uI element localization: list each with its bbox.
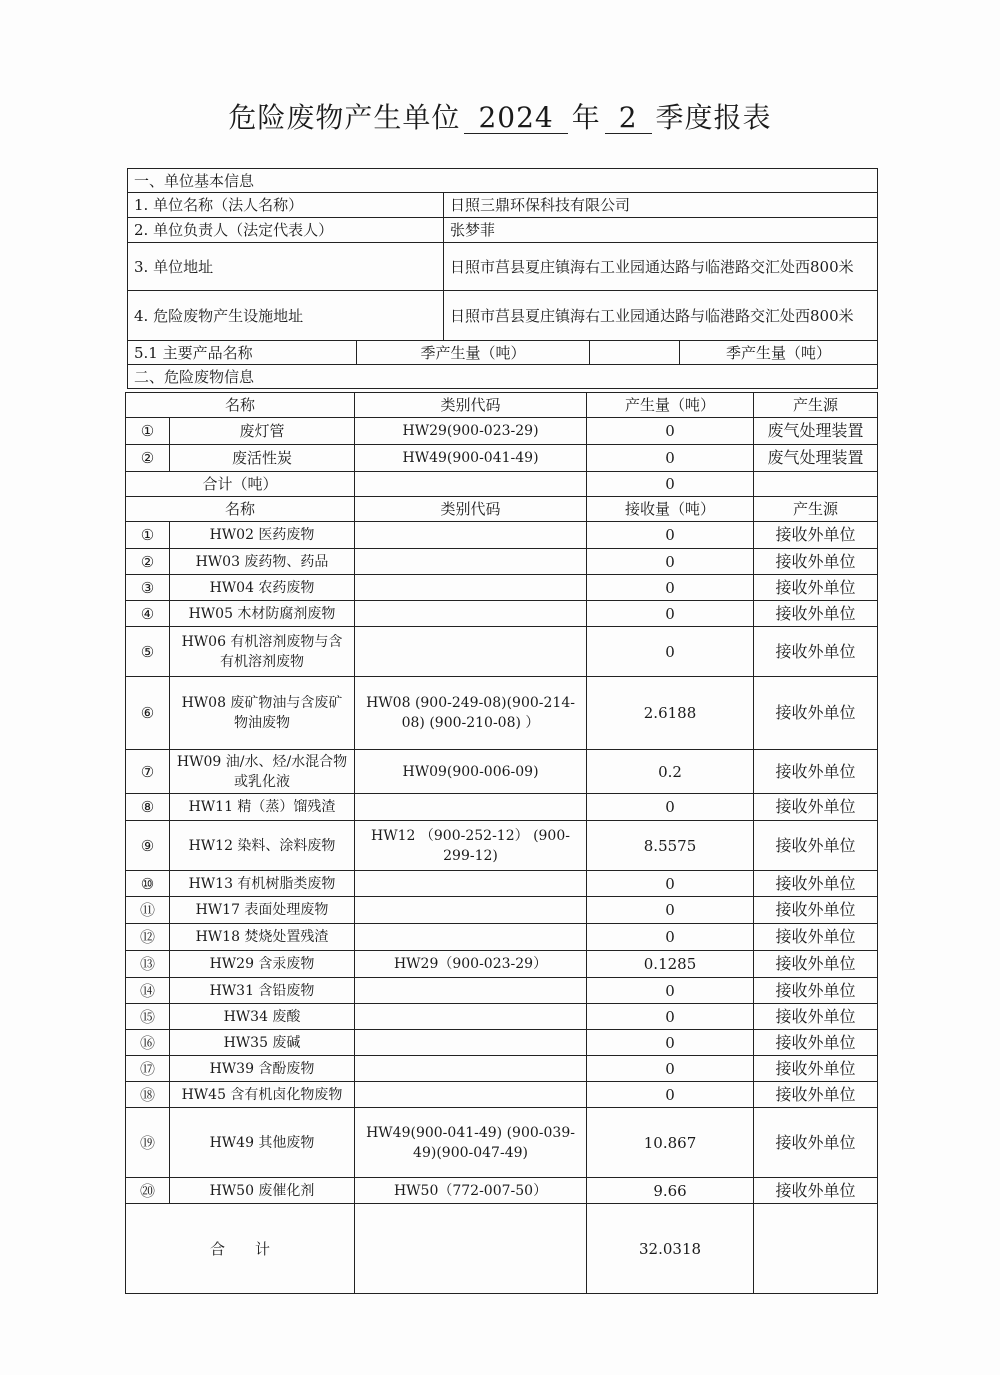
waste-qty: 0 [587,549,754,575]
waste-code: HW29(900-023-29) [355,418,587,445]
waste-qty: 0 [587,445,754,472]
basic-info-table [127,168,878,389]
waste-code [355,1004,587,1030]
waste-source: 接收外单位 [754,549,878,575]
row-number: ⑳ [126,1178,170,1204]
waste-code [355,522,587,549]
waste-name: HW45 含有机卤化物废物 [170,1082,355,1108]
waste-code [355,794,587,821]
waste-name: HW11 精（蒸）馏残渣 [170,794,355,821]
table-row [126,1056,878,1082]
empty-cell [355,472,587,497]
info-label: 3. 单位地址 [128,243,444,291]
rec-header-source: 产生源 [754,497,878,522]
empty-cell [355,1204,587,1294]
title-prefix: 危险废物产生单位 [228,101,461,134]
grand-total-qty: 32.0318 [587,1204,754,1294]
gen-header-qty: 产生量（吨） [587,393,754,418]
waste-source: 接收外单位 [754,1056,878,1082]
waste-table [125,392,878,1294]
waste-name: HW12 染料、涂料废物 [170,821,355,871]
received-waste-rows [126,522,878,1204]
waste-source: 接收外单位 [754,575,878,601]
waste-qty: 10.867 [587,1108,754,1178]
table-row [126,978,878,1004]
waste-name: HW08 废矿物油与含废矿物油废物 [170,677,355,750]
info-label: 4. 危险废物产生设施地址 [128,291,444,341]
waste-source: 废气处理装置 [754,445,878,472]
quarter-qty-label: 季产生量（吨） [357,341,590,365]
table-row [126,1082,878,1108]
row-number: ⑨ [126,821,170,871]
waste-code [355,1082,587,1108]
rec-header-qty: 接收量（吨） [587,497,754,522]
waste-code [355,978,587,1004]
waste-name: HW29 含汞废物 [170,951,355,978]
gen-header-name: 名称 [126,393,355,418]
waste-source: 接收外单位 [754,601,878,627]
section2-title: 二、危险废物信息 [128,365,878,389]
waste-code [355,1030,587,1056]
waste-source: 接收外单位 [754,924,878,951]
row-number: ⑬ [126,951,170,978]
table-row [126,897,878,924]
info-value: 张梦菲 [444,218,878,243]
waste-code [355,549,587,575]
table-row [126,549,878,575]
empty-cell [754,472,878,497]
row-number: ⑤ [126,627,170,677]
row-number: ③ [126,575,170,601]
table-row [126,1108,878,1178]
waste-source: 接收外单位 [754,1178,878,1204]
table-row [126,1178,878,1204]
waste-source: 接收外单位 [754,1108,878,1178]
waste-name: HW17 表面处理废物 [170,897,355,924]
waste-code [355,924,587,951]
waste-name: HW05 木材防腐剂废物 [170,601,355,627]
row-number: ④ [126,601,170,627]
waste-qty: 0 [587,794,754,821]
waste-name: HW09 油/水、烃/水混合物或乳化液 [170,750,355,794]
quarter-qty-label-2: 季产生量（吨） [680,341,878,365]
waste-name: HW03 废药物、药品 [170,549,355,575]
waste-source: 接收外单位 [754,1030,878,1056]
waste-name: 废灯管 [170,418,355,445]
row-number: ⑫ [126,924,170,951]
table-row [126,750,878,794]
waste-source: 接收外单位 [754,522,878,549]
waste-source: 接收外单位 [754,897,878,924]
table-row [126,418,878,445]
waste-code: HW50（772-007-50） [355,1178,587,1204]
row-number: ⑰ [126,1056,170,1082]
waste-code: HW12 （900-252-12） (900-299-12) [355,821,587,871]
waste-qty: 0 [587,1030,754,1056]
waste-name: HW35 废碱 [170,1030,355,1056]
waste-name: HW49 其他废物 [170,1108,355,1178]
waste-qty: 0 [587,978,754,1004]
table-row [126,575,878,601]
product-cell-empty [590,341,680,365]
waste-name: HW02 医药废物 [170,522,355,549]
gen-header-source: 产生源 [754,393,878,418]
waste-code [355,1056,587,1082]
waste-code: HW49(900-041-49) [355,445,587,472]
row-number: ⑩ [126,871,170,897]
table-row [126,522,878,549]
waste-code [355,575,587,601]
waste-code [355,601,587,627]
waste-qty: 0 [587,627,754,677]
waste-name: HW50 废催化剂 [170,1178,355,1204]
waste-source: 接收外单位 [754,951,878,978]
waste-name: HW04 农药废物 [170,575,355,601]
row-number: ⑥ [126,677,170,750]
waste-qty: 0 [587,575,754,601]
info-value: 日照市莒县夏庄镇海右工业园通达路与临港路交汇处西800米 [444,243,878,291]
waste-qty: 0 [587,1004,754,1030]
waste-code [355,897,587,924]
table-row [126,1004,878,1030]
row-number: ⑱ [126,1082,170,1108]
waste-source: 接收外单位 [754,978,878,1004]
title-quarter: 2 [605,103,652,134]
gen-total-label: 合计（吨） [126,472,355,497]
waste-source: 接收外单位 [754,1004,878,1030]
waste-name: HW34 废酸 [170,1004,355,1030]
waste-code: HW29（900-023-29） [355,951,587,978]
row-number: ⑯ [126,1030,170,1056]
row-number: ② [126,549,170,575]
waste-source: 接收外单位 [754,794,878,821]
table-row [126,627,878,677]
grand-total-label: 合 计 [126,1204,355,1294]
table-row [126,821,878,871]
waste-source: 接收外单位 [754,821,878,871]
empty-cell [754,1204,878,1294]
waste-code: HW08 (900-249-08)(900-214-08) (900-210-08) ） [355,677,587,750]
waste-name: HW06 有机溶剂废物与含有机溶剂废物 [170,627,355,677]
table-row [126,951,878,978]
waste-qty: 0 [587,418,754,445]
title-year: 2024 [464,103,567,134]
waste-name: HW13 有机树脂类废物 [170,871,355,897]
waste-qty: 0 [587,924,754,951]
gen-total-qty: 0 [587,472,754,497]
page-title [0,96,1000,136]
waste-source: 接收外单位 [754,871,878,897]
gen-header-code: 类别代码 [355,393,587,418]
info-label: 2. 单位负责人（法定代表人） [128,218,444,243]
waste-name: HW18 焚烧处置残渣 [170,924,355,951]
waste-qty: 8.5575 [587,821,754,871]
row-number: ⑦ [126,750,170,794]
waste-source: 接收外单位 [754,1082,878,1108]
waste-code [355,627,587,677]
waste-code: HW49(900-041-49) (900-039-49)(900-047-49) [355,1108,587,1178]
waste-source: 接收外单位 [754,627,878,677]
row-number: ⑪ [126,897,170,924]
info-value: 日照三鼎环保科技有限公司 [444,193,878,218]
waste-qty: 0 [587,871,754,897]
table-row [126,1030,878,1056]
waste-qty: 2.6188 [587,677,754,750]
table-row [126,677,878,750]
row-number: ② [126,445,170,472]
table-row [126,871,878,897]
waste-qty: 0 [587,1082,754,1108]
title-suffix: 季度报表 [655,101,772,134]
waste-name: 废活性炭 [170,445,355,472]
waste-source: 废气处理装置 [754,418,878,445]
row-number: ⑮ [126,1004,170,1030]
waste-qty: 0 [587,522,754,549]
rec-header-name: 名称 [126,497,355,522]
waste-name: HW31 含铅废物 [170,978,355,1004]
waste-source: 接收外单位 [754,750,878,794]
waste-code: HW09(900-006-09) [355,750,587,794]
waste-qty: 0 [587,897,754,924]
product-label: 5.1 主要产品名称 [128,341,357,365]
waste-qty: 9.66 [587,1178,754,1204]
table-row [126,794,878,821]
row-number: ① [126,522,170,549]
waste-source: 接收外单位 [754,677,878,750]
title-year-unit: 年 [571,101,601,134]
waste-qty: 0 [587,1056,754,1082]
waste-name: HW39 含酚废物 [170,1056,355,1082]
row-number: ① [126,418,170,445]
info-label: 1. 单位名称（法人名称） [128,193,444,218]
waste-qty: 0.1285 [587,951,754,978]
table-row [126,601,878,627]
waste-qty: 0.2 [587,750,754,794]
table-row [126,924,878,951]
table-row [126,445,878,472]
row-number: ⑧ [126,794,170,821]
info-value: 日照市莒县夏庄镇海右工业园通达路与临港路交汇处西800米 [444,291,878,341]
section1-title: 一、单位基本信息 [128,169,878,193]
waste-code [355,871,587,897]
waste-qty: 0 [587,601,754,627]
row-number: ⑲ [126,1108,170,1178]
rec-header-code: 类别代码 [355,497,587,522]
row-number: ⑭ [126,978,170,1004]
